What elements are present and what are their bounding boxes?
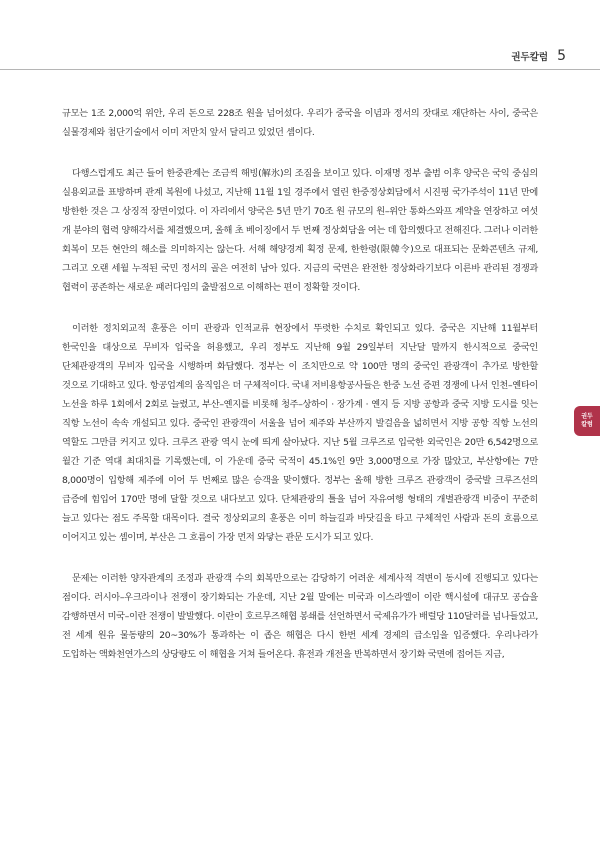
side-tab-line2: 칼럼 <box>581 421 593 428</box>
paragraph-2: 다행스럽게도 최근 들어 한중관계는 조금씩 해빙(解氷)의 조짐을 보이고 있다. 이재명 정부 출범 이후 양국은 국익 중심의 실용외교를 표방하며 관계 복원에 나섰고, 지난해 11월 1일 경주에서 열린 한중정상회담에서 시진핑 국가주석이 11년 만에 방한한 것은 그 상징적 장면이었다. 이 자리에서 양국은 5년 만기 70조 원 규모의 원–위안 통화스와프 계약을 연장하고 여섯 개 분야의 협력 양해각서를 체결했으며, 올해 초 베이징에서 두 번째 정상회담을 여는 데 합의했다고 전해진다. 그러나 이러한 회복이 모든 현안의 해소를 의미하지는 않는다. 서해 해양경계 획정 문제, 한한령(限韓令)으로 대표되는 문화콘텐츠 규제, 그리고 오랜 세월 누적된 국민 정서의 골은 여전히 남아 있다. 지금의 국면은 완전한 정상화라기보다 이른바 관리된 경쟁과 협력이 공존하는 새로운 패러다임의 출발점으로 이해하는 편이 정확할 것이다. <box>62 168 538 293</box>
paragraph-4: 문제는 이러한 양자관계의 조정과 관광객 수의 회복만으로는 감당하기 어려운 세계사적 격변이 동시에 진행되고 있다는 점이다. 러시아–우크라이나 전쟁이 장기화되는 가운데, 지난 2월 말에는 미국과 이스라엘이 이란 핵시설에 대규모 공습을 감행하면서 미국–이란 전쟁이 발발했다. 이란이 호르무즈해협 봉쇄를 선언하면서 국제유가가 배럴당 110달러를 넘나들었고, 전 세계 원유 물동량의 20~30%가 통과하는 이 좁은 해협은 다시 한번 세계 경제의 급소임을 입증했다. 우리나라가 도입하는 액화천연가스의 상당량도 이 해협을 거쳐 들어온다. 휴전과 개전을 반복하면서 장기화 국면에 접어든 지금, <box>62 573 538 660</box>
running-header <box>511 48 566 64</box>
paragraph-3: 이러한 정치외교적 훈풍은 이미 관광과 인적교류 현장에서 뚜렷한 수치로 확인되고 있다. 중국은 지난해 11월부터 한국인을 대상으로 무비자 입국을 허용했고, 우리 정부도 지난해 9월 29일부터 지난달 말까지 한시적으로 중국인 단체관광객의 무비자 입국을 시행하며 화답했다. 정부는 이 조치만으로 약 100만 명의 중국인 관광객이 추가로 방한할 것으로 기대하고 있다. 항공업계의 움직임은 더 구체적이다. 국내 저비용항공사들은 한중 노선 증편 경쟁에 나서 인천–옌타이 노선을 하루 1회에서 2회로 늘렸고, 부산–옌지를 비롯해 청주–상하이 · 장가계 · 옌지 등 지방 공항과 중국 지방 도시를 잇는 직항 노선이 속속 개설되고 있다. 중국인 관광객이 서울을 넘어 제주와 부산까지 발걸음을 넓히면서 지방 공항 직항 노선의 역할도 그만큼 커지고 있다. 크루즈 관광 역시 눈에 띄게 살아났다. 지난 5월 크루즈로 입국한 외국인은 20만 6,542명으로 월간 기준 역대 최대치를 기록했는데, 이 가운데 중국 국적이 45.1%인 9만 3,000명으로 가장 많았고, 부산항에는 7만 8,000명이 입항해 제주에 이어 두 번째로 많은 승객을 맞이했다. 정부는 올해 방한 크루즈 관광객이 중국발 크루즈선의 급증에 힘입어 170만 명에 달할 것으로 내다보고 있다. 단체관광의 틀을 넘어 자유여행 형태의 개별관광객 비중이 꾸준히 늘고 있다는 점도 주목할 대목이다. 결국 정상외교의 훈풍은 이미 하늘길과 바닷길을 타고 구체적인 사람과 돈의 흐름으로 이어지고 있는 셈이며, 부산은 그 흐름이 가장 먼저 와닿는 관문 도시가 되고 있다. <box>62 323 538 543</box>
section-name: 권두칼럼 <box>511 52 549 63</box>
side-tab-line1: 권두 <box>581 413 593 421</box>
page-number: 5 <box>557 48 566 64</box>
article-body <box>62 104 538 686</box>
header-divider <box>0 69 600 70</box>
paragraph-1: 규모는 1조 2,000억 위안, 우리 돈으로 228조 원을 넘어섰다. 우리가 중국을 이념과 정서의 잣대로 재단하는 사이, 중국은 실물경제와 첨단기술에서 이미 저만치 앞서 달리고 있었던 셈이다. <box>62 108 538 138</box>
section-side-tab <box>574 406 600 436</box>
